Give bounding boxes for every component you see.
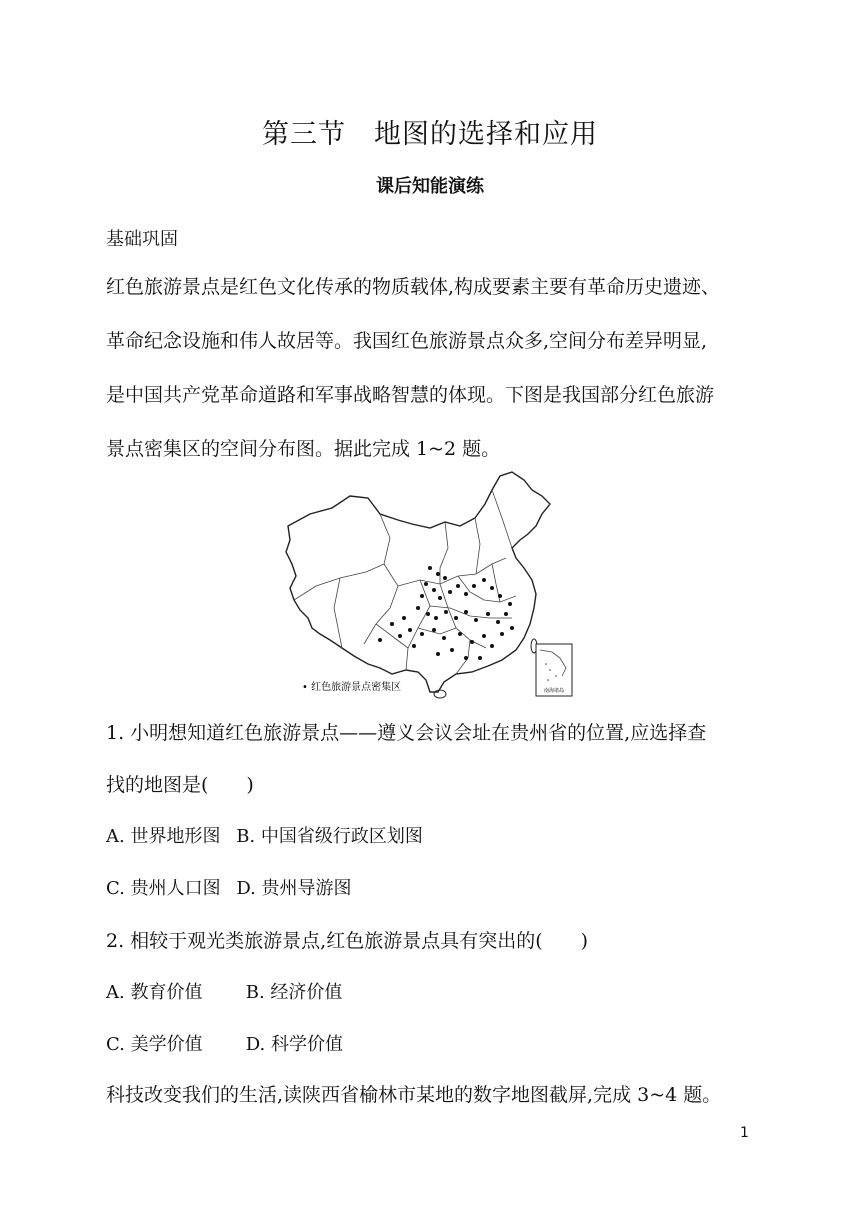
scenic-dot — [470, 640, 474, 644]
q2-option-b[interactable]: B. 经济价值 — [245, 982, 343, 1003]
scenic-dot — [378, 638, 382, 642]
intro-line: 红色旅游景点是红色文化传承的物质载体,构成要素主要有革命历史遗迹、 — [106, 276, 721, 298]
scenic-dot — [472, 584, 476, 588]
scenic-dot — [482, 634, 486, 638]
scenic-dot — [443, 576, 447, 580]
scenic-dot — [436, 652, 440, 656]
scenic-dot — [496, 620, 500, 624]
q1-option-a[interactable]: A. 世界地形图 — [106, 826, 221, 847]
q2-option-d[interactable]: D. 科学价值 — [245, 1034, 343, 1055]
scenic-dot — [486, 612, 490, 616]
scenic-dot — [478, 656, 482, 660]
inset-island — [547, 679, 549, 681]
china-map-figure — [280, 468, 580, 700]
scenic-dot — [482, 578, 486, 582]
scenic-dot — [436, 572, 440, 576]
section-label: 基础巩固 — [106, 229, 178, 250]
question-1-line-1: 1. 小明想知道红色旅游景点——遵义会议会址在贵州省的位置,应选择查 — [106, 722, 707, 744]
page-title: 第三节 地图的选择和应用 — [262, 119, 598, 150]
scenic-dot — [500, 632, 504, 636]
scenic-dot — [464, 656, 468, 660]
intro-line: 革命纪念设施和伟人故居等。我国红色旅游景点众多,空间分布差异明显, — [106, 330, 708, 352]
q2-option-a[interactable]: A. 教育价值 — [106, 982, 203, 1003]
scenic-dot — [426, 612, 430, 616]
inset-label: 南海诸岛 — [543, 688, 565, 694]
question-2-line-1: 2. 相较于观光类旅游景点,红色旅游景点具有突出的( ) — [106, 930, 589, 952]
scenic-dot — [490, 586, 494, 590]
inset-island — [549, 669, 551, 671]
hainan-island — [434, 690, 446, 698]
scenic-dot — [428, 566, 432, 570]
scenic-dot — [508, 602, 512, 606]
china-outline — [286, 472, 550, 692]
next-question-intro: 科技改变我们的生活,读陕西省榆林市某地的数字地图截屏,完成 3~4 题。 — [106, 1084, 722, 1106]
scenic-dot — [448, 590, 452, 594]
q1-option-d[interactable]: D. 贵州导游图 — [236, 878, 352, 899]
scenic-dot — [420, 594, 424, 598]
scenic-dot — [420, 632, 424, 636]
scenic-dots — [378, 566, 514, 660]
question-2-options-row-1 — [106, 978, 342, 1004]
scenic-dot — [398, 634, 402, 638]
scenic-dot — [498, 594, 502, 598]
intro-line: 景点密集区的空间分布图。据此完成 1~2 题。 — [106, 438, 501, 460]
scenic-dot — [424, 582, 428, 586]
scenic-dot — [464, 610, 468, 614]
scenic-dot — [442, 636, 446, 640]
scenic-dot — [434, 616, 438, 620]
scenic-dot — [490, 644, 494, 648]
scenic-dot — [402, 616, 406, 620]
inset-island — [545, 663, 547, 665]
scenic-dot — [456, 584, 460, 588]
scenic-dot — [416, 606, 420, 610]
page-subtitle: 课后知能演练 — [376, 176, 484, 197]
scenic-dot — [412, 644, 416, 648]
question-1-line-2: 找的地图是( ) — [106, 774, 254, 796]
q2-option-c[interactable]: C. 美学价值 — [106, 1034, 203, 1055]
scenic-dot — [432, 628, 436, 632]
scenic-dot — [408, 628, 412, 632]
scenic-dot — [454, 616, 458, 620]
intro-line: 是中国共产党革命道路和军事战略智慧的体现。下图是我国部分红色旅游 — [106, 384, 715, 406]
scenic-dot — [458, 632, 462, 636]
scenic-dot — [464, 592, 468, 596]
scenic-dot — [504, 612, 508, 616]
scenic-dot — [474, 618, 478, 622]
question-1-options-row-2 — [106, 874, 352, 900]
scenic-dot — [450, 648, 454, 652]
intro-paragraph — [106, 260, 766, 476]
question-2-options-row-2 — [106, 1030, 343, 1056]
map-legend: • 红色旅游景点密集区 — [302, 682, 402, 693]
q1-option-b[interactable]: B. 中国省级行政区划图 — [236, 826, 423, 847]
china-map — [280, 468, 580, 700]
scenic-dot — [438, 596, 442, 600]
province-lines — [294, 490, 516, 674]
inset-island — [555, 675, 557, 677]
scenic-dot — [444, 610, 448, 614]
scenic-dot — [510, 626, 514, 630]
page-number: 1 — [740, 1125, 749, 1141]
scenic-dot — [390, 622, 394, 626]
q1-option-c[interactable]: C. 贵州人口图 — [106, 878, 221, 899]
scenic-dot — [432, 588, 436, 592]
question-1-options-row-1 — [106, 822, 423, 848]
